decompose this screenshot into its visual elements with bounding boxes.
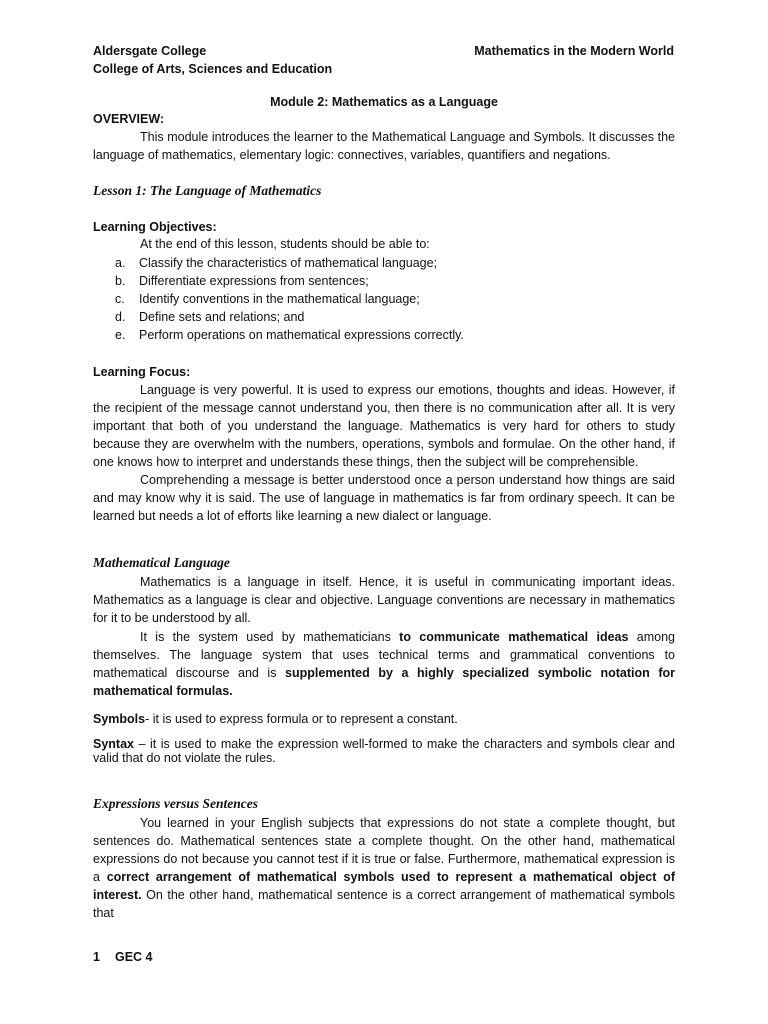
objectives-intro: At the end of this lesson, students should be able to:: [140, 237, 430, 251]
objectives-list: [93, 254, 464, 344]
list-item: b. Differentiate expressions from sentences;: [115, 274, 369, 288]
list-item: e. Perform operations on mathematical expressions correctly.: [115, 328, 464, 342]
school-name: Aldersgate College: [93, 44, 207, 58]
expressions-paragraph: You learned in your English subjects that expressions do not state a complete thought, but sentences do. Mathematical sentences state a complete thought. On the other hand, mathematical expressions do not because you cannot test if it is true or false. Furthermore, mathematical expression is a correct arrangement of mathematical symbols used to represent a mathematical object of interest. On the other hand, mathematical sentence is a correct arrangement of mathematical symbols that: [93, 816, 675, 920]
symbols-definition: Symbols- it is used to express formula or to represent a constant.: [93, 712, 458, 726]
expressions-heading: Expressions versus Sentences: [93, 796, 259, 811]
math-language-paragraph-1: Mathematics is a language in itself. Hence, it is useful in communicating important ideas. Mathematics as a language is clear and objective. Language conventions are necessary in mathematics for it to be understood by all.: [93, 575, 675, 625]
math-language-paragraph-2: It is the system used by mathematicians to communicate mathematical ideas among themselves. The language system that uses technical terms and grammatical conventions to mathematical discourse and is supplemented by a highly specialized symbolic notation for mathematical formulas.: [93, 630, 675, 698]
college-name: College of Arts, Sciences and Education: [93, 62, 333, 76]
footer-course-code: GEC 4: [115, 950, 153, 964]
list-item: c. Identify conventions in the mathematical language;: [115, 292, 420, 306]
focus-paragraph-1: Language is very powerful. It is used to express our emotions, thoughts and ideas. However, if the recipient of the message cannot understand you, then there is no communication after all. It is very important that both of you understand the language. Mathematics is very hard for others to study because they are overwhelm with the numbers, operations, symbols and formulae. On the other hand, if one knows how to interpret and understands these things, then the subject will be comprehensible.: [93, 383, 675, 469]
list-item: a. Classify the characteristics of mathematical language;: [115, 256, 438, 270]
objectives-heading: Learning Objectives:: [93, 220, 217, 234]
math-language-heading: Mathematical Language: [93, 555, 230, 570]
footer-page-number: 1: [93, 950, 100, 964]
overview-heading: OVERVIEW:: [93, 112, 165, 126]
course-name: Mathematics in the Modern World: [474, 44, 674, 58]
overview-text: This module introduces the learner to the Mathematical Language and Symbols. It discusses the language of mathematics, elementary logic: connectives, variables, quantifiers and negations.: [93, 130, 675, 162]
module-title: Module 2: Mathematics as a Language: [270, 95, 498, 109]
syntax-definition: Syntax – it is used to make the expression well-formed to make the characters and symbols clear and valid that do not violate the rules.: [93, 737, 675, 765]
lesson-title: Lesson 1: The Language of Mathematics: [93, 183, 322, 198]
list-item: d. Define sets and relations; and: [115, 310, 305, 324]
focus-heading: Learning Focus:: [93, 365, 191, 379]
focus-paragraph-2: Comprehending a message is better understood once a person understand how things are said and may know why it is said. The use of language in mathematics is far from ordinary speech. It can be learned but needs a lot of efforts like learning a new dialect or language.: [93, 473, 675, 523]
